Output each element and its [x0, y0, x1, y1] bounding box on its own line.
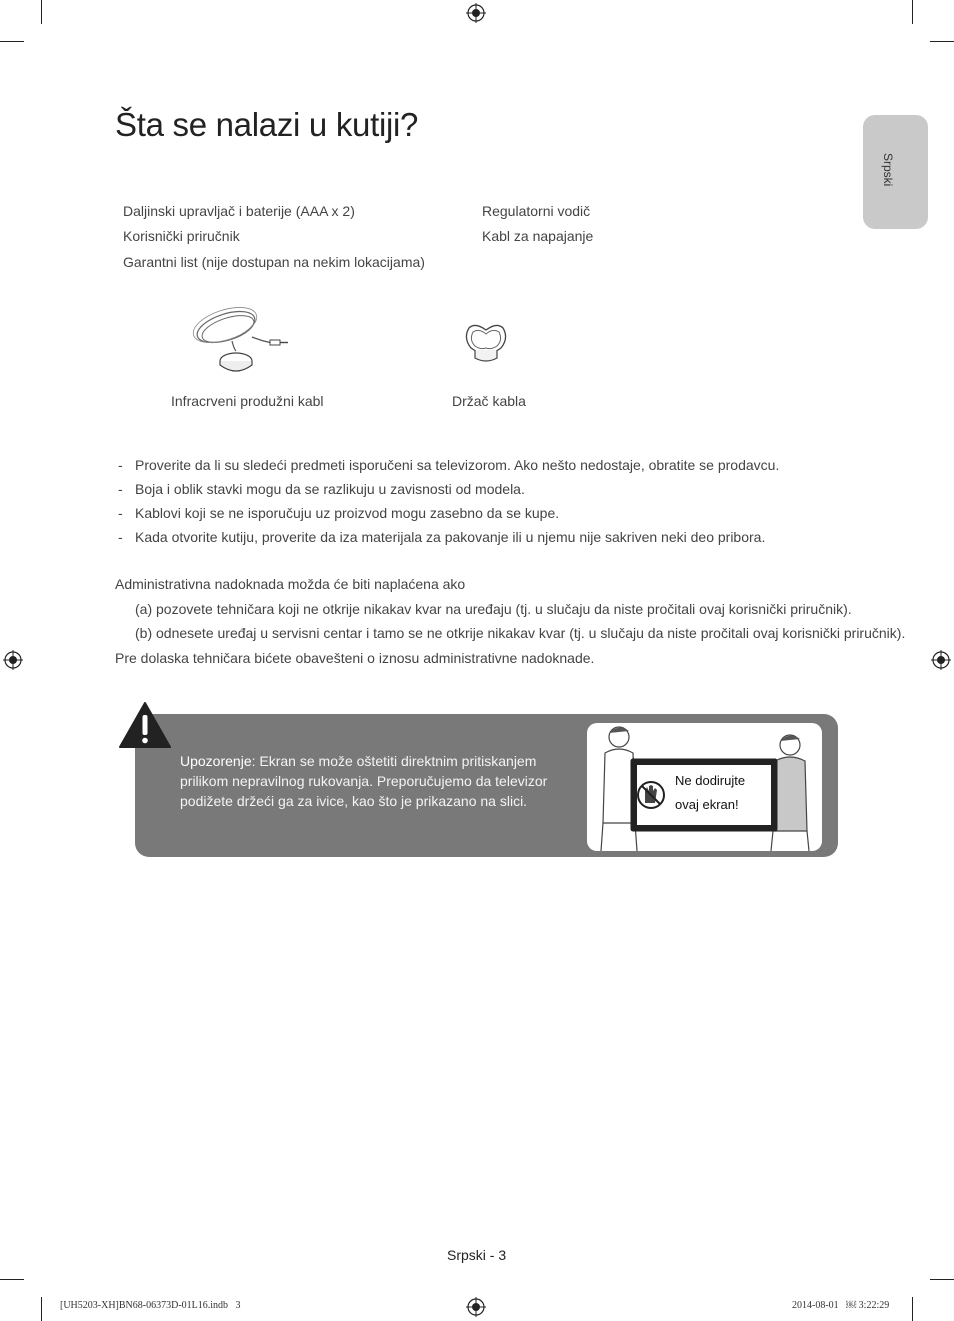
- tv-sign-line2: ovaj ekran!: [675, 797, 739, 812]
- admin-fee-case-a: (a) pozovete tehničara koji ne otkrije nikakav kvar na uređaju (tj. u slučaju da niste pročitali ovaj korisnički priručnik).: [135, 601, 852, 617]
- crop-mark: [0, 1279, 24, 1280]
- accessory-caption: Držač kabla: [452, 393, 526, 409]
- print-slug-right: 2014-08-01 ￼ 3:22:29: [792, 1300, 890, 1311]
- list-item: Garantni list (nije dostupan na nekim lokacijama): [123, 254, 425, 270]
- language-tab: [863, 115, 928, 229]
- warning-label: Upozorenje: [180, 753, 252, 769]
- page-title: Šta se nalazi u kutiji?: [115, 106, 419, 143]
- admin-fee-outro: Pre dolaska tehničara bićete obavešteni o iznosu administrativne nadoknade.: [115, 650, 595, 666]
- notes-list: [115, 456, 855, 552]
- page-number: Srpski - 3: [447, 1247, 507, 1263]
- registration-mark-icon: [931, 650, 951, 670]
- list-item: - Kada otvorite kutiju, proverite da iza materijala za pakovanje ili u njemu nije sakriven neki deo pribora.: [118, 529, 766, 545]
- list-item: Daljinski upravljač i baterije (AAA x 2): [123, 203, 355, 219]
- crop-mark: [0, 41, 24, 42]
- crop-mark: [912, 1297, 913, 1321]
- tv-handling-illustration: [587, 723, 822, 851]
- ir-extension-cable-icon: [192, 305, 292, 377]
- admin-fee-intro: Administrativna nadoknada možda će biti naplaćena ako: [115, 576, 466, 592]
- warning-triangle-icon: [117, 700, 173, 750]
- crop-mark: [41, 0, 42, 24]
- crop-mark: [41, 1297, 42, 1321]
- crop-mark: [930, 1279, 954, 1280]
- warning-text: Upozorenje: Ekran se može oštetiti direktnim pritiskanjem prilikom nepravilnog rukovanja. Preporučujemo da televizor podižete držeći ga za ivice, kao što je prikazano na slici.: [180, 753, 548, 809]
- language-tab-label: Srpski: [881, 153, 895, 187]
- cable-holder-icon: [463, 320, 509, 364]
- list-item: - Kablovi koji se ne isporučuju uz proizvod mogu zasebno da se kupe.: [118, 505, 560, 521]
- accessory-caption: Infracrveni produžni kabl: [171, 393, 324, 409]
- tv-sign-line1: Ne dodirujte: [675, 773, 746, 788]
- registration-mark-icon: [466, 1297, 486, 1317]
- registration-mark-icon: [466, 3, 486, 23]
- list-item: Kabl za napajanje: [482, 228, 594, 244]
- registration-mark-icon: [3, 650, 23, 670]
- list-item: - Proverite da li su sledeći predmeti isporučeni sa televizorom. Ako nešto nedostaje, obratite se prodavcu.: [118, 457, 780, 473]
- crop-mark: [930, 41, 954, 42]
- list-item: - Boja i oblik stavki mogu da se razlikuju u zavisnosti od modela.: [118, 481, 525, 497]
- crop-mark: [912, 0, 913, 24]
- admin-fee-case-b: (b) odnesete uređaj u servisni centar i tamo se ne otkrije nikakav kvar (tj. u slučaju da niste pročitali ovaj korisnički priručnik).: [135, 625, 906, 641]
- list-item: Regulatorni vodič: [482, 203, 591, 219]
- print-slug-left: [UH5203-XH]BN68-06373D-01L16.indb 3: [60, 1300, 241, 1311]
- list-item: Korisnički priručnik: [123, 228, 240, 244]
